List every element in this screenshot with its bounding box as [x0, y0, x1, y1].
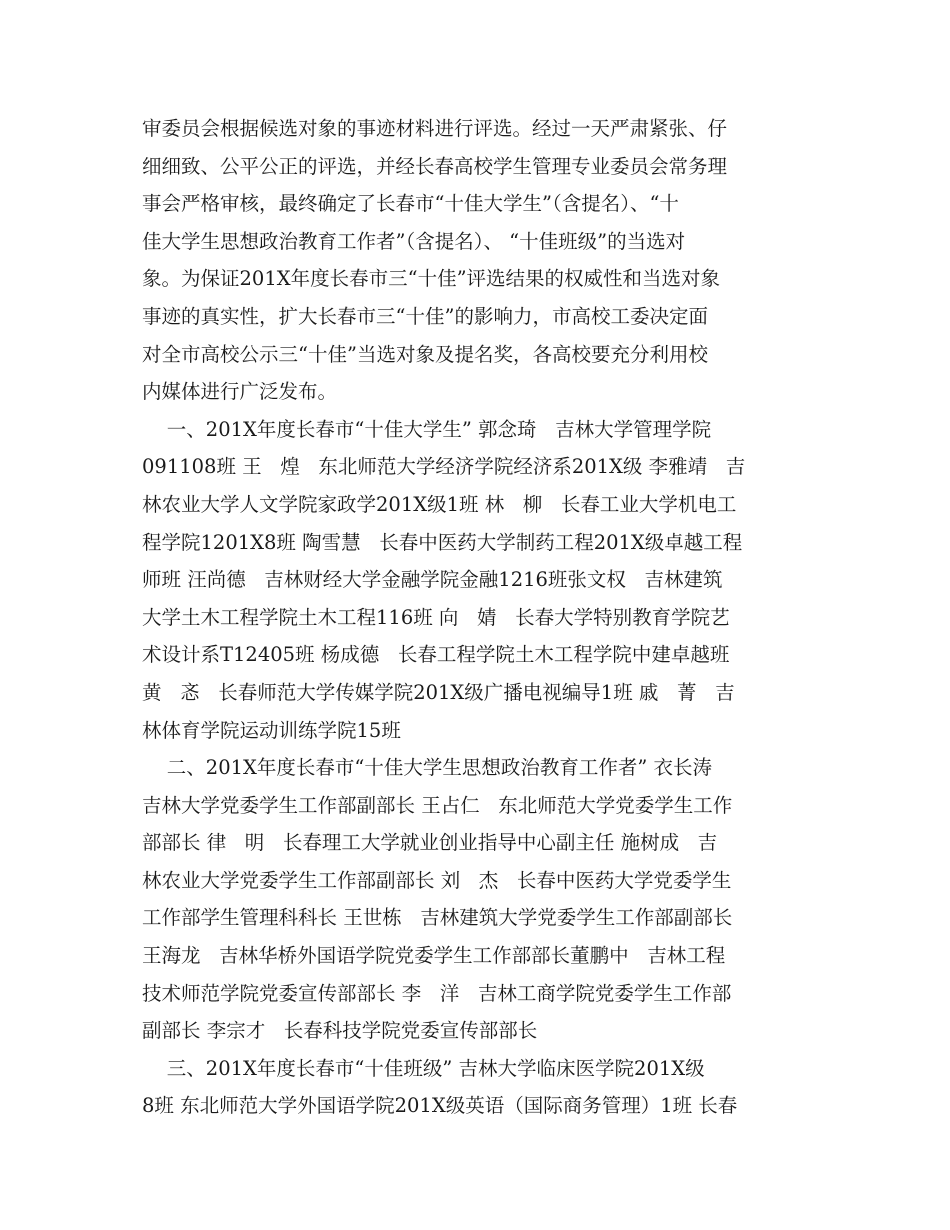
section-heading-line: 三、201X年度长春市“十佳班级” 吉林大学临床医学院201X级 [142, 1056, 705, 1080]
text-line: 对全市高校公示三“十佳”当选对象及提名奖，各高校要充分利用校 [142, 342, 708, 366]
text-line: 内媒体进行广泛发布。 [142, 380, 338, 404]
section-ten-best-classes [142, 1050, 814, 1125]
text-line: 技术师范学院党委宣传部部长 李 洋 吉林工商学院党委学生工作部 [142, 981, 732, 1005]
text-line: 大学土木工程学院土木工程116班 向 婧 长春大学特别教育学院艺 [142, 605, 730, 629]
text-line: 象。为保证201X年度长春市三“十佳”评选结果的权威性和当选对象 [142, 267, 721, 291]
text-line: 工作部学生管理科科长 王世栋 吉林建筑大学党委学生工作部副部长 [142, 906, 733, 930]
text-line: 黄 忞 长春师范大学传媒学院201X级广播电视编导1班 戚 菁 吉 [142, 680, 735, 704]
text-line: 佳大学生思想政治教育工作者”（含提名）、 “十佳班级”的当选对 [142, 229, 686, 253]
section-heading-line: 二、201X年度长春市“十佳大学生思想政治教育工作者” 衣长涛 [142, 756, 713, 780]
text-line: 林体育学院运动训练学院15班 [142, 718, 401, 742]
text-line: 审委员会根据候选对象的事迹材料进行评选。经过一天严肃紧张、仔 [142, 117, 728, 140]
text-line: 部部长 律 明 长春理工大学就业创业指导中心副主任 施树成 吉 [142, 831, 718, 855]
text-line: 091108班 王 煌 东北师范大学经济学院经济系201X级 李雅靖 吉 [142, 455, 746, 479]
text-line: 王海龙 吉林华桥外国语学院党委学生工作部部长董鹏中 吉林工程 [142, 944, 726, 968]
section-ten-best-educators [142, 749, 814, 1050]
text-line: 事迹的真实性，扩大长春市三“十佳”的影响力，市高校工委决定面 [142, 304, 708, 328]
text-line: 术设计系T12405班 杨成德 长春工程学院土木工程学院中建卓越班 [142, 643, 730, 667]
text-line: 细细致、公平公正的评选，并经长春高校学生管理专业委员会常务理 [142, 154, 728, 178]
document-body [142, 110, 814, 1125]
intro-paragraph [142, 110, 814, 411]
section-heading-line: 一、201X年度长春市“十佳大学生” 郭念琦 吉林大学管理学院 [142, 417, 712, 441]
text-line: 副部长 李宗才 长春科技学院党委宣传部部长 [142, 1019, 538, 1043]
text-line: 林农业大学党委学生工作部副部长 刘 杰 长春中医药大学党委学生 [142, 868, 732, 892]
text-line: 事会严格审核，最终确定了长春市“十佳大学生”（含提名）、“十 [142, 192, 679, 216]
text-line: 程学院1201X8班 陶雪慧 长春中医药大学制药工程201X级卓越工程 [142, 530, 743, 554]
text-line: 师班 汪尚德 吉林财经大学金融学院金融1216班张文权 吉林建筑 [142, 568, 723, 592]
text-line: 8班 东北师范大学外国语学院201X级英语（国际商务管理）1班 长春 [142, 1094, 738, 1118]
text-line: 吉林大学党委学生工作部副部长 王占仁 东北师范大学党委学生工作 [142, 793, 733, 817]
section-ten-best-students [142, 411, 814, 749]
text-line: 林农业大学人文学院家政学201X级1班 林 柳 长春工业大学机电工 [142, 492, 737, 516]
